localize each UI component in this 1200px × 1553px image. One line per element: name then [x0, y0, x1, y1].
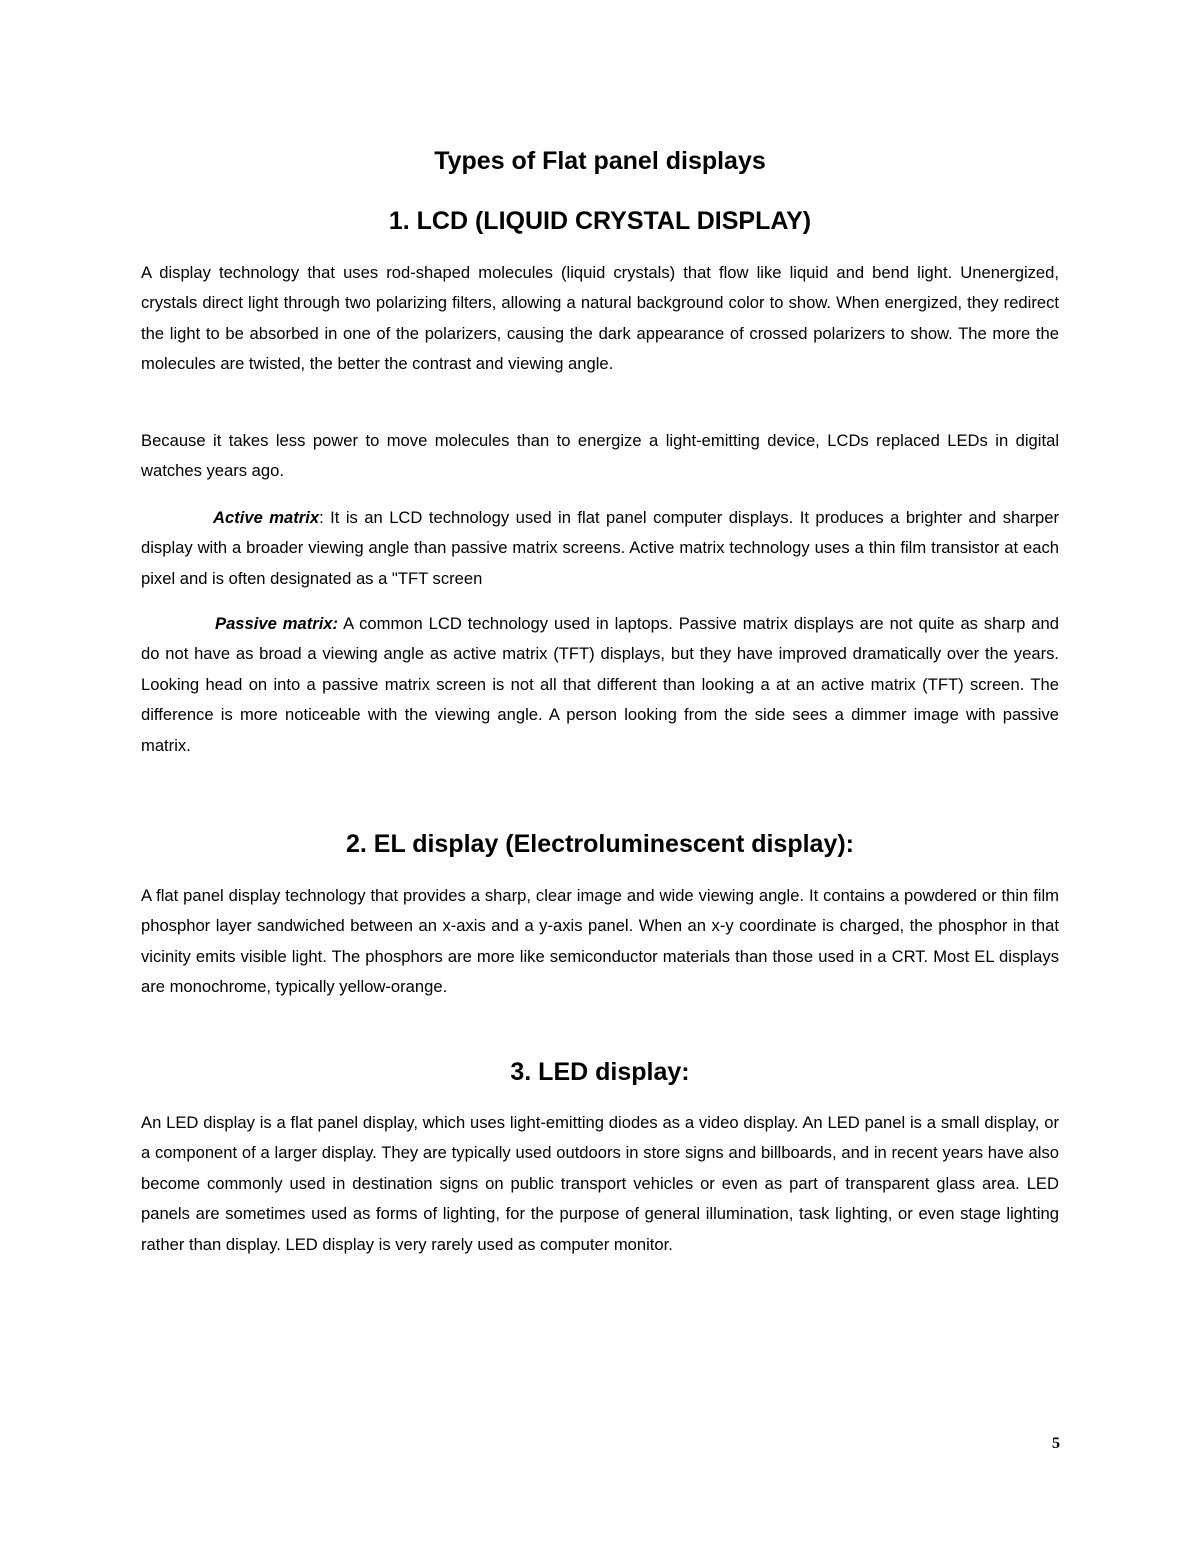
lcd-paragraph-definition: A display technology that uses rod-shaped molecules (liquid crystals) that flow like liquid and bend light. Unenergized, crystals direct light through two polarizing filters, allowing a natural background color to show. When energized, they redirect the light to be absorbed in one of the polarizers, causing the dark appearance of crossed polarizers to show. The more the molecules are twisted, the better the contrast and viewing angle. — [141, 263, 1059, 374]
active-matrix-paragraph — [141, 503, 1059, 594]
active-matrix-text: It is an LCD technology used in flat panel computer displays. It produces a brighter and sharper display with a broader viewing angle than passive matrix screens. Active matrix technology uses a thin film transistor at each pixel and is often designated as a "TFT screen — [141, 508, 1059, 588]
heading-lcd: 1. LCD (LIQUID CRYSTAL DISPLAY) — [388, 207, 812, 235]
passive-matrix-text: A common LCD technology used in laptops. Passive matrix displays are not quite as sharp and do not have as broad a viewing angle as active matrix (TFT) displays, but they have improved dramatically over the years. Looking head on into a passive matrix screen is not all that different than looking a at an active matrix (TFT) screen. The difference is more noticeable with the viewing angle. A person looking from the side sees a dimmer image with passive matrix. — [141, 614, 1059, 755]
passive-matrix-term: Passive matrix: — [215, 614, 339, 633]
heading-el-display: 2. EL display (Electroluminescent display): — [345, 830, 855, 858]
led-paragraph: An LED display is a flat panel display, which uses light-emitting diodes as a video display. An LED panel is a small display, or a component of a larger display. They are typically used outdoors in store signs and billboards, and in recent years have also become commonly used in destination signs on public transport vehicles or even as part of transparent glass area. LED panels are sometimes used as forms of lighting, for the purpose of general illumination, task lighting, or even stage lighting rather than display. LED display is very rarely used as computer monitor. — [141, 1113, 1059, 1254]
passive-matrix-paragraph — [141, 609, 1059, 761]
active-matrix-separator: : — [319, 508, 331, 527]
active-matrix-term: Active matrix — [213, 508, 320, 527]
page-number: 5 — [1052, 1435, 1060, 1452]
page-title: Types of Flat panel displays — [434, 147, 766, 175]
el-paragraph: A flat panel display technology that provides a sharp, clear image and wide viewing angle. It contains a powdered or thin film phosphor layer sandwiched between an x-axis and a y-axis panel. When an x-y coordinate is charged, the phosphor in that vicinity emits visible light. The phosphors are more like semiconductor materials than those used in a CRT. Most EL displays are monochrome, typically yellow-orange. — [141, 886, 1059, 997]
lcd-paragraph-power: Because it takes less power to move molecules than to energize a light-emitting device, LCDs replaced LEDs in digital watches years ago. — [141, 431, 1059, 481]
heading-led-display: 3. LED display: — [510, 1058, 690, 1086]
